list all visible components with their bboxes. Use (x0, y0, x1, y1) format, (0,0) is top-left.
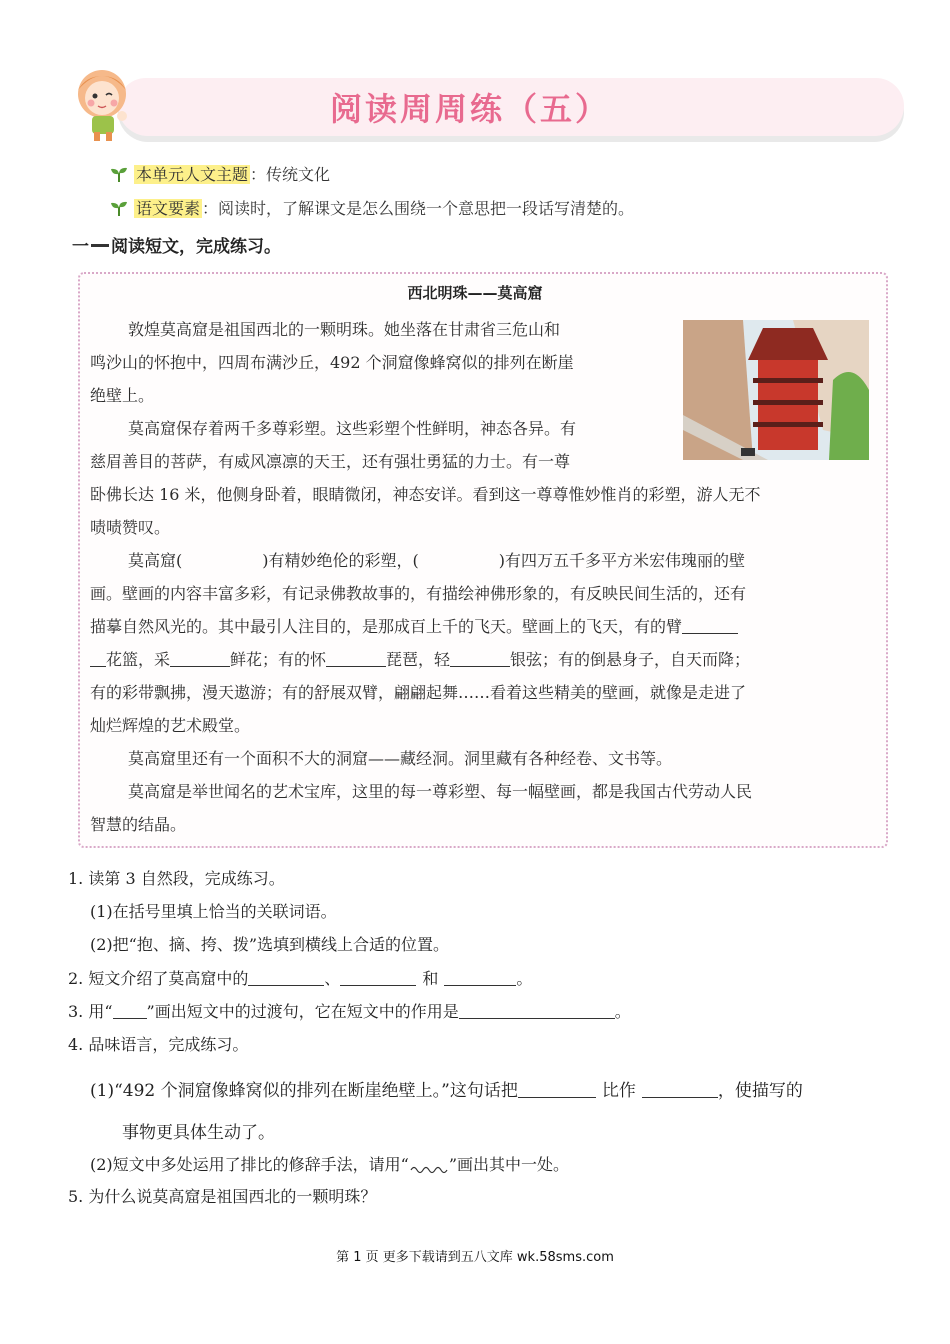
theme-value: 传统文化 (266, 165, 331, 184)
theme-sep: ： (250, 165, 267, 184)
question-4-1-cont: 事物更具体生动了。 (122, 1123, 275, 1143)
section-number: 一 (72, 237, 89, 257)
section-heading (72, 232, 281, 257)
text-fragment: (2)短文中多处运用了排比的修辞手法，请用“ (90, 1155, 409, 1174)
passage-line: 敦煌莫高窟是祖国西北的一颗明珠。她坐落在甘肃省三危山和 (128, 320, 561, 339)
text-fragment: ”画出其中一处。 (448, 1155, 570, 1174)
text-fragment: 描摹自然风光的。其中最引人注目的，是那成百上千的飞天。壁画上的飞天，有的臂 (90, 617, 683, 636)
text-fragment: ，使描写的 (717, 1081, 803, 1101)
text-fragment: )有四万五千多平方米宏伟瑰丽的壁 (498, 551, 745, 570)
text-fragment: 、 (324, 969, 341, 988)
mogao-grottoes-photo (683, 320, 869, 460)
section-title: 阅读短文，完成练习。 (111, 237, 281, 257)
passage-line: 莫高窟里还有一个面积不大的洞窟——藏经洞。洞里藏有各种经卷、文书等。 (128, 749, 673, 768)
question-4-2 (90, 1152, 569, 1175)
passage-line: 莫高窟保存着两千多尊彩塑。这些彩塑个性鲜明，神态各异。有 (128, 419, 577, 438)
theme-line (110, 162, 330, 185)
question-5: 5. 为什么说莫高窟是祖国西北的一颗明珠？ (68, 1187, 377, 1206)
text-fragment: 银弦；有的倒悬身子，自天而降； (510, 650, 751, 669)
passage-line: 智慧的结晶。 (90, 815, 187, 834)
answer-blank[interactable] (340, 967, 416, 986)
passage-title: 西北明珠——莫高窟 (407, 284, 543, 302)
answer-blank[interactable] (450, 648, 510, 667)
text-fragment: 琵琶，轻 (386, 650, 451, 669)
girl-mascot-icon (58, 68, 150, 142)
text-fragment: 鲜花；有的怀 (230, 650, 327, 669)
answer-blank[interactable] (170, 648, 230, 667)
answer-blank[interactable] (326, 648, 386, 667)
answer-blank[interactable] (518, 1079, 596, 1098)
text-fragment: )有精妙绝伦的彩塑，( (262, 551, 419, 570)
text-fragment: (1)“492 个洞窟像蜂窝似的排列在断崖绝壁上。”这句话把 (90, 1081, 518, 1101)
question-2 (68, 966, 532, 989)
passage-line: 画。壁画的内容丰富多彩，有记录佛教故事的，有描绘神佛形象的，有反映民间生活的，还有 (90, 584, 747, 603)
passage-line (128, 544, 745, 577)
text-fragment: 。 (516, 969, 533, 988)
sprout-icon (110, 199, 128, 217)
section-dash (91, 244, 109, 247)
question-1-2: (2)把“抱、摘、挎、拨”选填到横线上合适的位置。 (90, 935, 450, 954)
element-label: 语文要素 (136, 199, 201, 218)
question-4: 4. 品味语言，完成练习。 (68, 1035, 249, 1054)
answer-blank[interactable] (444, 967, 516, 986)
answer-blank[interactable] (642, 1079, 718, 1098)
theme-label: 本单元人文主题 (136, 165, 249, 184)
text-fragment: 2. 短文介绍了莫高窟中的 (68, 969, 249, 988)
question-3 (68, 999, 631, 1022)
passage-line: 莫高窟是举世闻名的艺术宝库，这里的每一尊彩塑、每一幅壁画，都是我国古代劳动人民 (128, 782, 753, 801)
passage-line: 有的彩带飘拂，漫天遨游；有的舒展双臂，翩翩起舞……看着这些精美的壁画，就像是走进了 (90, 683, 747, 702)
text-fragment: ”画出短文中的过渡句，它在短文中的作用是 (146, 1002, 459, 1021)
question-1: 1. 读第 3 自然段，完成练习。 (68, 869, 285, 888)
element-sep: ： (202, 199, 219, 218)
passage-line (90, 610, 738, 643)
question-4-1 (90, 1076, 803, 1101)
passage-line: 卧佛长达 16 米，他侧身卧着，眼睛微闭，神态安详。看到这一尊尊惟妙惟肖的彩塑，游人无不 (90, 485, 761, 504)
underline-sample (113, 1000, 147, 1019)
element-value: 阅读时，了解课文是怎么围绕一个意思把一段话写清楚的。 (218, 199, 635, 218)
passage-line: 灿烂辉煌的艺术殿堂。 (90, 716, 251, 735)
text-fragment: 花篮，采 (106, 650, 171, 669)
answer-blank[interactable] (459, 1000, 615, 1019)
element-line (110, 196, 634, 219)
answer-blank[interactable] (682, 615, 738, 634)
passage-line: 慈眉善目的菩萨，有威风凛凛的天王，还有强壮勇猛的力士。有一尊 (90, 452, 571, 471)
wavy-line-icon (409, 1162, 449, 1174)
text-fragment: 。 (614, 1002, 631, 1021)
page-footer: 第 1 页 更多下载请到五八文库 wk.58sms.com (336, 1250, 614, 1265)
question-1-1: (1)在括号里填上恰当的关联词语。 (90, 902, 337, 921)
text-fragment: 和 (422, 969, 439, 988)
answer-blank[interactable] (90, 648, 106, 667)
passage-line: 绝壁上。 (90, 386, 155, 405)
passage-line (90, 643, 750, 676)
sprout-icon (110, 165, 128, 183)
answer-blank[interactable] (248, 967, 324, 986)
page-title: 阅读周周练（五） (330, 90, 611, 128)
passage-line: 啧啧赞叹。 (90, 518, 171, 537)
text-fragment: 3. 用“ (68, 1002, 113, 1021)
passage-line: 鸣沙山的怀抱中，四周布满沙丘，492 个洞窟像蜂窝似的排列在断崖 (90, 353, 574, 372)
text-fragment: 比作 (601, 1081, 636, 1101)
text-fragment: 莫高窟( (128, 551, 183, 570)
